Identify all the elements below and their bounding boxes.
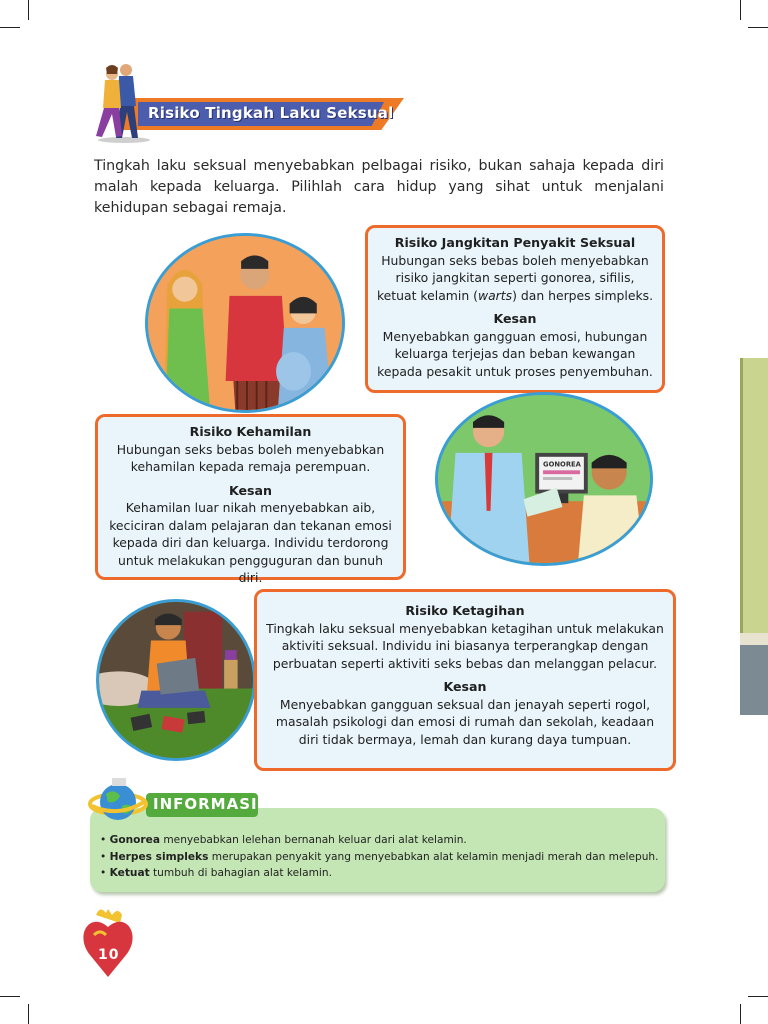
info-desc: menyebabkan lelehan bernanah keluar dari alat kelamin. xyxy=(159,834,467,846)
info-desc: tumbuh di bahagian alat kelamin. xyxy=(149,867,332,879)
couple-illustration xyxy=(86,62,150,144)
crop-mark xyxy=(28,0,29,20)
crop-mark xyxy=(0,27,20,28)
globe-icon xyxy=(88,776,150,828)
crop-mark xyxy=(740,0,741,20)
monitor-label: GONOREA xyxy=(543,460,581,469)
addiction-effect-heading: Kesan xyxy=(443,679,487,694)
heart-icon xyxy=(80,905,136,981)
pregnancy-risk-box xyxy=(95,414,406,585)
family-illustration-svg xyxy=(148,236,342,410)
std-effect-text: Menyebabkan gangguan emosi, hubungan keluarga terjejas dan beban kewangan kepada pesakit untuk proses penyembuhan. xyxy=(377,328,653,379)
side-strip-band xyxy=(740,358,768,633)
addiction-risk-box xyxy=(254,589,676,771)
info-item: • Ketuat tumbuh di bahagian alat kelamin. xyxy=(100,867,332,879)
page-number: 10 xyxy=(98,947,120,963)
intro-paragraph: Tingkah laku seksual menyebabkan pelbagai risiko, bukan sahaja kepada diri malah kepada keluarga. Pilihlah cara hidup yang sihat untuk menjalani kehidupan sebagai remaja. xyxy=(94,158,664,216)
std-risk-heading: Risiko Jangkitan Penyakit Seksual xyxy=(394,235,636,250)
warts-italic: warts xyxy=(477,287,513,303)
boy-laptop-illustration-svg xyxy=(99,602,253,758)
doctor-illustration xyxy=(435,392,653,566)
crop-mark xyxy=(748,27,768,28)
std-risk-text-part: Hubungan seks bebas boleh menyebabkan risiko jangkitan seperti gonorea, sifilis, ketuat kelamin ( xyxy=(376,252,649,303)
std-risk-box xyxy=(365,225,665,393)
pregnancy-effect-heading: Kesan xyxy=(228,482,273,498)
addiction-effect-text: Menyebabkan gangguan seksual dan jenayah seperti rogol, masalah psikologi dan emosi di rumah dan sekolah, keadaan diri tidak bermaya, lemah dan kurang daya tumpuan. xyxy=(275,696,655,747)
info-desc: merupakan penyakit yang menyebabkan alat kelamin menjadi merah dan melepuh. xyxy=(208,850,659,863)
pregnancy-risk-text: Hubungan seks bebas boleh menyebabkan kehamilan kepada remaja perempuan. xyxy=(116,441,385,474)
std-risk-text-part: ) dan herpes simpleks. xyxy=(512,287,654,303)
std-effect-heading: Kesan xyxy=(493,311,537,326)
crop-mark xyxy=(28,1004,29,1024)
info-term: Ketuat xyxy=(109,867,150,879)
boy-laptop-illustration xyxy=(96,599,256,761)
crop-mark xyxy=(748,996,768,997)
pregnancy-effect-text: Kehamilan luar nikah menyebabkan aib, keciciran dalam pelajaran dan tekanan emosi kepada diri dan keluarga. Individu terdorong untuk melakukan pengguguran dan bunuh diri. xyxy=(109,500,392,585)
addiction-risk-text: Tingkah laku seksual menyebabkan ketagihan untuk melakukan aktiviti seksual. Individu ini biasanya terperangkap dengan perbuatan seperti aktiviti seks bebas dan melanggan pelacur. xyxy=(266,620,664,671)
info-term: Herpes simpleks xyxy=(109,850,209,863)
info-label: INFORMASI xyxy=(153,795,258,813)
info-list xyxy=(100,832,662,882)
family-illustration xyxy=(145,233,345,413)
info-item: • Gonorea menyebabkan lelehan bernanah keluar dari alat kelamin. xyxy=(100,834,467,846)
addiction-risk-heading: Risiko Ketagihan xyxy=(405,603,525,618)
crop-mark xyxy=(740,1004,741,1024)
pregnancy-risk-heading: Risiko Kehamilan xyxy=(189,424,312,439)
side-strip-band xyxy=(740,633,768,645)
crop-mark xyxy=(0,996,20,997)
doctor-illustration-svg xyxy=(438,395,650,563)
side-page-strip xyxy=(740,358,768,715)
page-title: Risiko Tingkah Laku Seksual xyxy=(148,104,394,122)
info-term: Gonorea xyxy=(109,834,160,846)
info-item: • Herpes simpleks merupakan penyakit yang menyebabkan alat kelamin menjadi merah dan melepuh. xyxy=(100,850,659,863)
std-risk-text xyxy=(376,252,654,305)
